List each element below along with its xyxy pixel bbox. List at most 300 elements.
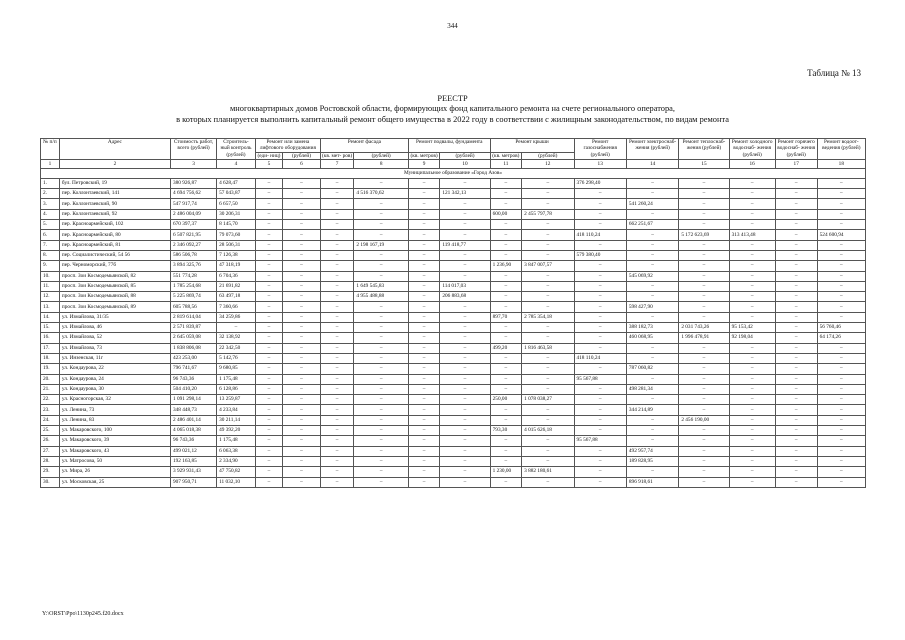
row-number: 22.	[41, 395, 60, 405]
table-cell: –	[320, 426, 354, 436]
table-cell: –	[320, 209, 354, 219]
header-basement: Ремонт подвалы, фундамента	[408, 139, 490, 153]
table-cell: –	[574, 292, 626, 302]
table-cell: –	[320, 250, 354, 260]
table-row	[41, 374, 866, 384]
table-row	[41, 395, 866, 405]
table-row	[41, 353, 866, 363]
table-cell: –	[283, 302, 321, 312]
table-cell: –	[679, 436, 729, 446]
table-cell: 4 065 018,38	[170, 426, 216, 436]
table-cell: –	[320, 261, 354, 271]
table-cell: 4 233,84	[217, 405, 256, 415]
table-label: Таблица № 13	[807, 68, 861, 78]
table-cell: –	[817, 395, 865, 405]
row-number: 11.	[41, 281, 60, 291]
column-number: 17	[775, 159, 817, 168]
table-cell: –	[440, 426, 490, 436]
table-cell: –	[729, 395, 775, 405]
table-cell: –	[626, 281, 678, 291]
table-cell: 2 486 004,09	[170, 209, 216, 219]
table-cell: 504 410,20	[170, 384, 216, 394]
table-cell: –	[408, 199, 439, 209]
table-cell: –	[775, 230, 817, 240]
table-cell: –	[574, 456, 626, 466]
table-cell: –	[574, 302, 626, 312]
table-row	[41, 446, 866, 456]
table-cell: –	[679, 374, 729, 384]
table-cell: –	[440, 374, 490, 384]
table-cell: –	[679, 405, 729, 415]
row-address: пер. Красноармейский, 80	[59, 230, 170, 240]
table-cell: –	[320, 343, 354, 353]
row-number: 4.	[41, 209, 60, 219]
table-cell: 32 138,92	[217, 333, 256, 343]
table-cell: –	[255, 189, 282, 199]
table-cell: –	[490, 405, 521, 415]
table-cell: 49 392,20	[217, 426, 256, 436]
table-cell: –	[522, 178, 574, 188]
table-cell: –	[354, 395, 409, 405]
table-cell: –	[408, 271, 439, 281]
table-cell: –	[574, 312, 626, 322]
table-cell: –	[440, 220, 490, 230]
table-cell: –	[255, 384, 282, 394]
table-cell: –	[729, 477, 775, 487]
title-line-3: в которых планируется выполнить капитальный ремонт общего имущества в 2022 году в соответствии с жилищным законодательством, по видам ремонта	[176, 115, 729, 124]
table-cell: 8 145,70	[217, 220, 256, 230]
table-cell: –	[817, 292, 865, 302]
table-cell: –	[283, 467, 321, 477]
table-cell: –	[440, 323, 490, 333]
table-cell: –	[354, 456, 409, 466]
table-cell: 460 068,95	[626, 333, 678, 343]
table-cell: 114 017,03	[440, 281, 490, 291]
table-cell: –	[490, 415, 521, 425]
table-cell: 63 497,18	[217, 292, 256, 302]
table-cell: –	[283, 240, 321, 250]
table-cell: –	[679, 395, 729, 405]
table-cell: –	[574, 467, 626, 477]
table-cell: –	[729, 261, 775, 271]
registry-table	[40, 138, 866, 488]
table-cell: –	[283, 271, 321, 281]
column-number: 6	[283, 159, 321, 168]
table-cell: –	[775, 343, 817, 353]
table-cell: 524 600,94	[817, 230, 865, 240]
table-cell: –	[408, 456, 439, 466]
table-cell: –	[408, 230, 439, 240]
header-basement-rub: (рублей)	[440, 152, 490, 159]
table-cell: –	[354, 364, 409, 374]
table-cell: –	[817, 199, 865, 209]
column-number: 1	[41, 159, 60, 168]
table-cell: 3 929 931,43	[170, 467, 216, 477]
row-number: 7.	[41, 240, 60, 250]
column-number: 12	[522, 159, 574, 168]
table-cell: –	[626, 261, 678, 271]
table-cell: –	[679, 209, 729, 219]
table-cell: –	[320, 384, 354, 394]
table-cell: –	[574, 405, 626, 415]
table-cell: –	[574, 477, 626, 487]
table-cell: 2 456 190,00	[679, 415, 729, 425]
table-cell: –	[490, 333, 521, 343]
table-cell: –	[408, 395, 439, 405]
table-cell: –	[354, 415, 409, 425]
table-cell: –	[626, 426, 678, 436]
table-cell: –	[320, 436, 354, 446]
table-cell: –	[408, 353, 439, 363]
table-cell: 4 694 756,62	[170, 189, 216, 199]
column-number: 4	[217, 159, 256, 168]
row-address: ул. Макаровского, 43	[59, 446, 170, 456]
table-row	[41, 220, 866, 230]
table-cell: –	[574, 343, 626, 353]
table-cell: –	[408, 436, 439, 446]
table-cell: –	[354, 302, 409, 312]
table-cell: –	[320, 178, 354, 188]
row-address: ул. Мира, 26	[59, 467, 170, 477]
table-cell: –	[354, 312, 409, 322]
table-cell: –	[283, 189, 321, 199]
row-number: 16.	[41, 333, 60, 343]
table-cell: –	[408, 467, 439, 477]
table-cell: –	[255, 302, 282, 312]
table-cell: –	[522, 436, 574, 446]
table-cell: –	[817, 178, 865, 188]
table-cell: –	[522, 250, 574, 260]
table-row	[41, 261, 866, 271]
table-cell: 418 110,24	[574, 230, 626, 240]
table-cell: –	[775, 178, 817, 188]
table-cell: 47 750,82	[217, 467, 256, 477]
table-cell: –	[574, 395, 626, 405]
table-cell: 2 346 092,27	[170, 240, 216, 250]
section-row	[41, 168, 866, 178]
table-cell: –	[217, 323, 256, 333]
table-cell: –	[440, 364, 490, 374]
table-cell: –	[440, 456, 490, 466]
table-cell: –	[490, 456, 521, 466]
column-number: 14	[626, 159, 678, 168]
table-cell: 7 126,38	[217, 250, 256, 260]
table-cell: –	[255, 220, 282, 230]
table-cell: –	[320, 281, 354, 291]
table-cell: –	[320, 467, 354, 477]
table-cell: 380 926,87	[170, 178, 216, 188]
table-cell: –	[522, 323, 574, 333]
table-row	[41, 467, 866, 477]
table-cell: 499 021,12	[170, 446, 216, 456]
row-address: пер. Социалистический, 54 56	[59, 250, 170, 260]
table-cell: 30 211,14	[217, 415, 256, 425]
table-cell: –	[408, 333, 439, 343]
table-cell: –	[408, 250, 439, 260]
table-cell: –	[775, 220, 817, 230]
table-cell: –	[354, 436, 409, 446]
table-cell: –	[817, 250, 865, 260]
table-cell: 896 918,61	[626, 477, 678, 487]
table-cell: –	[320, 292, 354, 302]
table-cell: –	[408, 302, 439, 312]
table-cell: 897,70	[490, 312, 521, 322]
table-cell: –	[775, 446, 817, 456]
row-address: ул. Московская, 25	[59, 477, 170, 487]
table-cell: –	[775, 436, 817, 446]
table-cell: –	[255, 240, 282, 250]
table-cell: –	[283, 220, 321, 230]
column-number: 5	[255, 159, 282, 168]
table-cell: –	[817, 374, 865, 384]
table-cell: –	[440, 446, 490, 456]
table-cell: 95 567,88	[574, 436, 626, 446]
table-cell: –	[408, 374, 439, 384]
table-cell: –	[408, 292, 439, 302]
table-cell: –	[354, 426, 409, 436]
table-cell: –	[320, 271, 354, 281]
table-cell: –	[408, 384, 439, 394]
table-cell: –	[729, 426, 775, 436]
table-cell: –	[729, 436, 775, 446]
table-cell: –	[320, 374, 354, 384]
table-cell: –	[440, 302, 490, 312]
table-cell: –	[729, 456, 775, 466]
table-cell: –	[574, 281, 626, 291]
row-address: ул. Макаровского, 100	[59, 426, 170, 436]
table-cell: –	[255, 230, 282, 240]
table-cell: –	[255, 467, 282, 477]
table-cell: –	[490, 281, 521, 291]
row-number: 29.	[41, 467, 60, 477]
table-cell: 1 236,90	[490, 261, 521, 271]
table-cell: –	[775, 384, 817, 394]
table-cell: –	[320, 477, 354, 487]
table-cell: –	[490, 374, 521, 384]
table-cell: 662 251,67	[626, 220, 678, 230]
table-cell: –	[354, 230, 409, 240]
row-address: ул. Инзенская, 11г	[59, 353, 170, 363]
table-cell: –	[320, 456, 354, 466]
table-cell: –	[440, 230, 490, 240]
table-cell: –	[679, 477, 729, 487]
table-cell: –	[729, 302, 775, 312]
table-cell: –	[626, 240, 678, 250]
table-cell: 189 828,95	[626, 456, 678, 466]
table-cell: –	[679, 189, 729, 199]
table-cell: –	[440, 405, 490, 415]
table-cell: 56 760,46	[817, 323, 865, 333]
table-row	[41, 240, 866, 250]
table-cell: 2 334,90	[217, 456, 256, 466]
table-cell: –	[522, 364, 574, 374]
table-cell: –	[817, 312, 865, 322]
table-cell: –	[354, 250, 409, 260]
table-cell: –	[817, 343, 865, 353]
table-cell: –	[522, 281, 574, 291]
table-cell: –	[679, 178, 729, 188]
table-cell: –	[283, 446, 321, 456]
table-cell: –	[574, 199, 626, 209]
table-cell: –	[408, 189, 439, 199]
header-elevator-units: (еди- ниц)	[255, 152, 282, 159]
table-cell: –	[522, 199, 574, 209]
table-cell: –	[283, 199, 321, 209]
table-cell: 388 182,73	[626, 323, 678, 333]
table-cell: 6 063,38	[217, 446, 256, 456]
table-cell: –	[320, 230, 354, 240]
table-cell: –	[255, 426, 282, 436]
table-cell: –	[283, 426, 321, 436]
table-cell: –	[354, 467, 409, 477]
table-cell: 6 507 821,95	[170, 230, 216, 240]
table-cell: –	[626, 189, 678, 199]
table-cell: 2 031 743,26	[679, 323, 729, 333]
table-row	[41, 384, 866, 394]
table-cell: –	[817, 220, 865, 230]
table-cell: –	[574, 240, 626, 250]
table-row	[41, 343, 866, 353]
table-cell: –	[729, 364, 775, 374]
table-cell: –	[408, 261, 439, 271]
table-cell: –	[679, 456, 729, 466]
table-cell: –	[255, 312, 282, 322]
table-row	[41, 456, 866, 466]
table-cell: –	[255, 456, 282, 466]
row-address: ул. Красногорская, 32	[59, 395, 170, 405]
row-number: 23.	[41, 405, 60, 415]
row-number: 2.	[41, 189, 60, 199]
table-cell: –	[775, 189, 817, 199]
table-cell: –	[729, 343, 775, 353]
table-cell: 1 175,48	[217, 374, 256, 384]
table-cell: –	[729, 209, 775, 219]
table-cell: –	[626, 312, 678, 322]
row-number: 15.	[41, 323, 60, 333]
table-cell: 1 649 545,83	[354, 281, 409, 291]
table-row	[41, 292, 866, 302]
table-cell: –	[679, 384, 729, 394]
table-cell: 21 691,82	[217, 281, 256, 291]
table-cell: –	[574, 364, 626, 374]
row-number: 12.	[41, 292, 60, 302]
table-cell: 670 397,37	[170, 220, 216, 230]
table-cell: –	[679, 302, 729, 312]
table-cell: 96 743,36	[170, 374, 216, 384]
table-cell: –	[626, 250, 678, 260]
table-cell: –	[490, 250, 521, 260]
header-roof: Ремонт крыши	[490, 139, 574, 153]
table-cell: –	[255, 415, 282, 425]
table-cell: 64 174,26	[817, 333, 865, 343]
table-cell: –	[408, 323, 439, 333]
table-cell: 423 253,00	[170, 353, 216, 363]
table-cell: –	[255, 343, 282, 353]
table-cell: –	[817, 415, 865, 425]
footer-file-path: Y:\ORST\Ppo\1130p245.f20.docx	[42, 611, 124, 617]
table-cell: 498 281,34	[626, 384, 678, 394]
column-number: 15	[679, 159, 729, 168]
table-cell: –	[626, 467, 678, 477]
header-elevator: Ремонт или замена лифтового оборудования	[255, 139, 320, 153]
row-number: 13.	[41, 302, 60, 312]
table-cell: –	[679, 250, 729, 260]
row-number: 14.	[41, 312, 60, 322]
table-cell: –	[729, 312, 775, 322]
table-cell: 907 950,71	[170, 477, 216, 487]
row-number: 8.	[41, 250, 60, 260]
table-cell: –	[255, 477, 282, 487]
table-cell: 1 838 806,08	[170, 343, 216, 353]
table-cell: –	[522, 240, 574, 250]
table-cell: 96 743,36	[170, 436, 216, 446]
table-cell: –	[440, 353, 490, 363]
table-cell: –	[490, 220, 521, 230]
table-cell: –	[283, 292, 321, 302]
table-cell: –	[775, 374, 817, 384]
row-address: пер. Коллонтаевский, 92	[59, 209, 170, 219]
table-cell: 5 142,76	[217, 353, 256, 363]
table-cell: –	[320, 302, 354, 312]
table-cell: 2 455 797,78	[522, 209, 574, 219]
table-cell: –	[354, 271, 409, 281]
table-cell: –	[729, 240, 775, 250]
table-cell: –	[440, 467, 490, 477]
row-number: 20.	[41, 374, 60, 384]
table-cell: –	[626, 353, 678, 363]
row-number: 6.	[41, 230, 60, 240]
table-cell: 79 073,60	[217, 230, 256, 240]
table-cell: –	[729, 353, 775, 363]
row-address: ул. Измайлова, 46	[59, 323, 170, 333]
table-cell: –	[320, 405, 354, 415]
table-cell: –	[490, 199, 521, 209]
table-cell: 3 847 007,57	[522, 261, 574, 271]
table-cell: –	[522, 271, 574, 281]
table-row	[41, 281, 866, 291]
table-cell: –	[490, 436, 521, 446]
table-cell: –	[817, 364, 865, 374]
table-cell: –	[522, 292, 574, 302]
table-row	[41, 271, 866, 281]
table-cell: –	[440, 415, 490, 425]
table-body	[41, 159, 866, 487]
table-cell: –	[283, 415, 321, 425]
table-cell: –	[679, 199, 729, 209]
table-cell: –	[817, 446, 865, 456]
table-cell: –	[283, 323, 321, 333]
table-cell: 579 380,40	[574, 250, 626, 260]
table-cell: –	[283, 333, 321, 343]
table-cell: –	[320, 199, 354, 209]
table-cell: –	[522, 477, 574, 487]
table-cell: –	[775, 312, 817, 322]
table-cell: –	[354, 343, 409, 353]
table-cell: –	[817, 477, 865, 487]
table-cell: –	[775, 395, 817, 405]
table-cell: 6 704,36	[217, 271, 256, 281]
table-cell: –	[679, 364, 729, 374]
header-num: № п/п	[41, 139, 60, 160]
table-cell: 5 225 869,74	[170, 292, 216, 302]
table-cell: 348 448,73	[170, 405, 216, 415]
table-cell: –	[729, 189, 775, 199]
table-cell: –	[775, 281, 817, 291]
table-cell: –	[729, 384, 775, 394]
table-cell: –	[574, 261, 626, 271]
table-cell: –	[626, 230, 678, 240]
table-row	[41, 230, 866, 240]
